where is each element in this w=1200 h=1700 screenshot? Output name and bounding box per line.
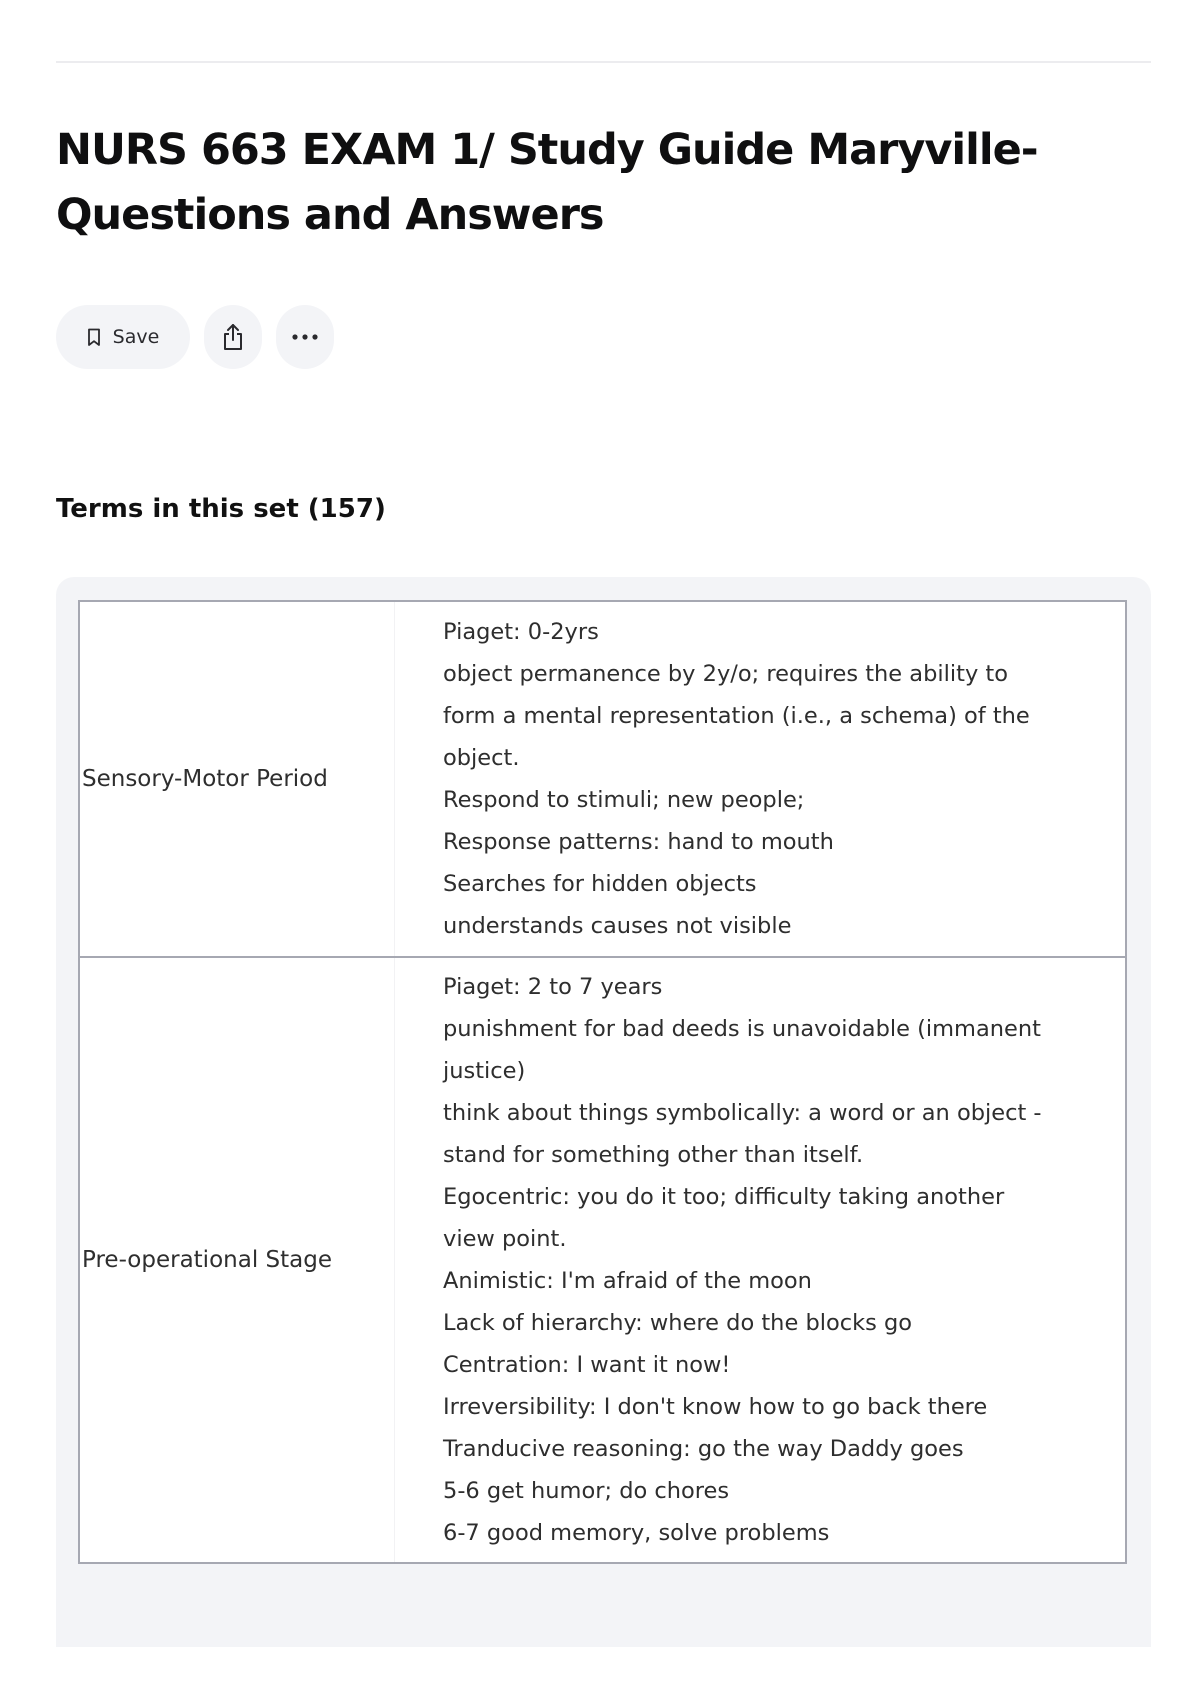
definition-line: stand for something other than itself. bbox=[443, 1141, 864, 1168]
bookmark-icon bbox=[87, 328, 101, 347]
definition-line: form a mental representation (i.e., a schema) of the bbox=[443, 702, 1030, 729]
term-row bbox=[79, 601, 1126, 957]
definition-line: Egocentric: you do it too; difficulty taking another bbox=[443, 1183, 1005, 1210]
more-horizontal-icon bbox=[291, 333, 319, 341]
definition-line: understands causes not visible bbox=[443, 912, 792, 939]
definition-line: punishment for bad deeds is unavoidable (immanent bbox=[443, 1015, 1041, 1042]
definition-line: Centration: I want it now! bbox=[443, 1351, 731, 1378]
page-title-line-2: Questions and Answers bbox=[56, 190, 604, 240]
share-icon bbox=[221, 323, 245, 351]
term-row bbox=[79, 957, 1126, 1563]
definition-line: justice) bbox=[443, 1057, 526, 1084]
save-button-label: Save bbox=[112, 326, 160, 348]
definition-line: object. bbox=[443, 744, 520, 771]
save-button[interactable] bbox=[56, 305, 190, 369]
action-bar bbox=[56, 305, 348, 369]
term-cell: Sensory-Motor Period bbox=[79, 601, 395, 957]
definition-line: object permanence by 2y/o; requires the ability to bbox=[443, 660, 1009, 687]
definition-cell bbox=[395, 601, 1127, 957]
definition-line: Irreversibility: I don't know how to go back there bbox=[443, 1393, 988, 1420]
definition-cell bbox=[395, 957, 1127, 1563]
definition-line: think about things symbolically: a word or an object - bbox=[443, 1099, 1042, 1126]
top-divider bbox=[56, 61, 1151, 63]
definition-line: Piaget: 0-2yrs bbox=[443, 618, 599, 645]
definition-line: Tranducive reasoning: go the way Daddy goes bbox=[443, 1435, 964, 1462]
definition-line: view point. bbox=[443, 1225, 567, 1252]
page-title bbox=[56, 118, 1096, 248]
term-cell: Pre-operational Stage bbox=[79, 957, 395, 1563]
definition-line: Piaget: 2 to 7 years bbox=[443, 973, 663, 1000]
page-title-line-1: NURS 663 EXAM 1/ Study Guide Maryville- bbox=[56, 125, 1038, 175]
definition-line: Animistic: I'm afraid of the moon bbox=[443, 1267, 812, 1294]
definition-line: Respond to stimuli; new people; bbox=[443, 786, 805, 813]
share-button[interactable] bbox=[204, 305, 262, 369]
definition-line: Searches for hidden objects bbox=[443, 870, 757, 897]
more-options-button[interactable] bbox=[276, 305, 334, 369]
definition-line: 6-7 good memory, solve problems bbox=[443, 1519, 830, 1546]
definition-line: Lack of hierarchy: where do the blocks go bbox=[443, 1309, 913, 1336]
terms-count-heading: Terms in this set (157) bbox=[56, 494, 386, 524]
definition-line: 5-6 get humor; do chores bbox=[443, 1477, 730, 1504]
definition-line: Response patterns: hand to mouth bbox=[443, 828, 834, 855]
terms-table bbox=[78, 600, 1127, 1564]
terms-panel bbox=[56, 577, 1151, 1647]
